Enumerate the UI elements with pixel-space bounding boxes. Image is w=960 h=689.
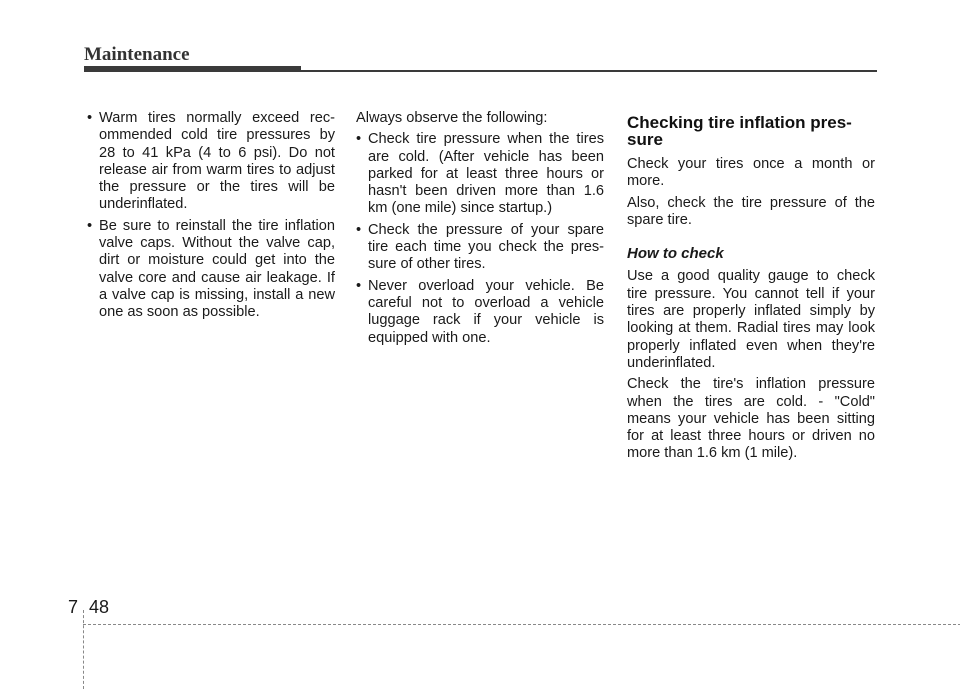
footer-vertical-divider [83,610,84,689]
bullet-list [356,131,604,347]
bullet-item: • Check the pressure of your spare tire each time you check the pres-sure of other tires. [356,222,604,274]
chapter-number: 7 [68,597,79,617]
column-right [627,110,875,467]
footer-divider [83,624,960,625]
intro-text: Always observe the following: [356,110,548,126]
page-number: 48 [89,597,110,617]
header-rule-thin [301,70,877,72]
subheading: How to check [627,245,724,263]
column-middle [356,110,604,351]
column-left [87,110,335,326]
paragraph: Use a good quality gauge to check tire pressure. You cannot tell if your tires are properly inflated simply by looking at them. Radial tires may look properly inflated even when they're underinflated. [627,268,875,371]
section-heading: Checking tire inflation pres-sure [627,113,852,149]
bullet-item: • Warm tires normally exceed rec-ommended cold tire pressures by 28 to 41 kPa (4 to 6 psi). Do not release air from warm tires to adjust the pressure or the tires will be underinflated. [87,110,335,214]
paragraph: Check your tires once a month or more. [627,156,875,190]
bullet-item: • Be sure to reinstall the tire inflation valve caps. Without the valve cap, dirt or moisture could get into the valve core and cause air leakage. If a valve cap is missing, install a new one as soon as possible. [87,218,335,322]
paragraph: Also, check the tire pressure of the spare tire. [627,194,875,228]
header-rule-thick [84,66,301,72]
paragraph: Check the tire's inflation pressure when the tires are cold. - "Cold" means your vehicle has been sitting for at least three hours or driven no more than 1.6 km (1 mile). [627,376,875,462]
bullet-item: • Never overload your vehicle. Be careful not to overload a vehicle luggage rack if your vehicle is equipped with one. [356,278,604,347]
bullet-list [87,110,335,322]
page-header-title: Maintenance [84,44,190,65]
bullet-item: • Check tire pressure when the tires are cold. (After vehicle has been parked for at least three hours or hasn't been driven more than 1.6 km (one mile) since startup.) [356,131,604,217]
